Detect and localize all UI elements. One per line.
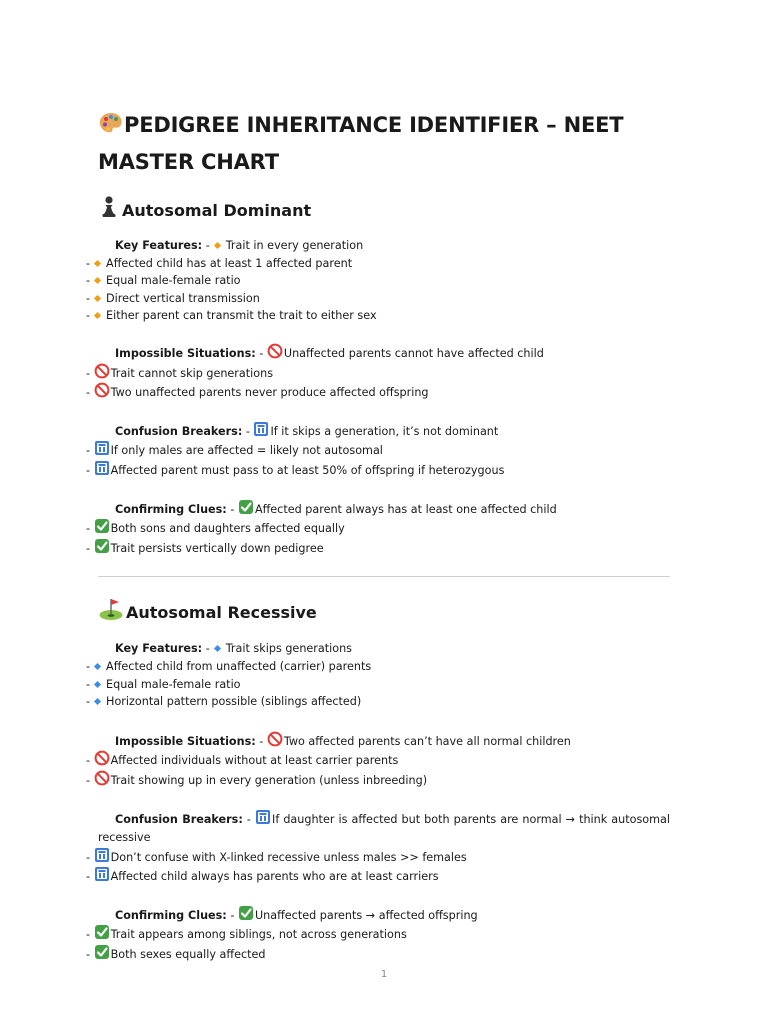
- confirm-item: Affected parent always has at least one affected child: [254, 502, 557, 516]
- diamond-icon: [94, 312, 101, 319]
- key-features-block: [86, 237, 670, 325]
- check-mark-button-icon: [94, 518, 110, 534]
- confirm-item: Trait persists vertically down pedigree: [110, 541, 324, 555]
- check-mark-button-icon: [94, 944, 110, 960]
- check-mark-button-icon: [238, 905, 254, 921]
- key-feature-item: Affected child from unaffected (carrier) parents: [106, 659, 372, 673]
- check-mark-button-icon: [94, 538, 110, 554]
- section-divider: [98, 576, 670, 577]
- page-number: 1: [380, 969, 388, 980]
- document-title: [98, 108, 670, 179]
- confirm-item: Both sons and daughters affected equally: [110, 522, 345, 536]
- confusion-row: - Don’t confuse with X-linked recessive unless males >> females: [86, 847, 670, 867]
- key-feature-item: Trait skips generations: [225, 642, 353, 656]
- confirm-block: [86, 499, 670, 558]
- impossible-row: - Trait cannot skip generations: [86, 363, 670, 383]
- diamond-icon: [94, 663, 101, 670]
- confusion-row: - Affected child always has parents who are at least carriers: [86, 866, 670, 886]
- confirm-label: Confirming Clues:: [115, 908, 227, 922]
- impossible-line: Impossible Situations: - Unaffected parents cannot have affected child: [98, 343, 670, 363]
- flag-in-hole-icon: [98, 597, 124, 628]
- document-page: [86, 108, 671, 964]
- key-feature-item: Horizontal pattern possible (siblings affected): [106, 695, 362, 709]
- diamond-icon: [214, 242, 221, 249]
- confirm-row: - Both sons and daughters affected equally: [86, 518, 670, 538]
- confirm-row: - Trait appears among siblings, not across generations: [86, 924, 670, 944]
- section-heading-autosomal-recessive: [98, 597, 670, 628]
- impossible-label: Impossible Situations:: [115, 734, 256, 748]
- prohibited-icon: [267, 343, 283, 359]
- key-feature-row: - Affected child from unaffected (carrier) parents: [86, 659, 372, 673]
- impossible-item: Trait showing up in every generation (unless inbreeding): [110, 773, 428, 787]
- confirm-item: Trait appears among siblings, not across generations: [110, 928, 407, 942]
- confirm-item: Both sexes equally affected: [110, 948, 266, 962]
- prohibited-icon: [94, 750, 110, 766]
- key-features-block: [86, 640, 670, 710]
- confusion-block: [86, 809, 671, 885]
- prohibited-icon: [267, 731, 283, 747]
- confusion-label: Confusion Breakers:: [115, 813, 243, 827]
- puzzle-box-icon: [253, 421, 269, 437]
- key-features-label: Key Features:: [115, 239, 203, 252]
- confirm-block: [86, 905, 670, 964]
- diamond-icon: [94, 277, 101, 284]
- check-mark-button-icon: [238, 499, 254, 515]
- key-feature-row: - Equal male-female ratio: [86, 274, 241, 288]
- impossible-block: [86, 731, 670, 790]
- confusion-continuation: recessive: [98, 831, 151, 845]
- key-feature-item: Either parent can transmit the trait to either sex: [106, 309, 377, 323]
- key-feature-row: - Either parent can transmit the trait to either sex: [86, 309, 377, 323]
- diamond-icon: [94, 260, 101, 267]
- key-features-label: Key Features:: [115, 642, 203, 656]
- key-feature-row: - Affected child has at least 1 affected parent: [86, 256, 353, 270]
- check-mark-button-icon: [94, 924, 110, 940]
- confirm-row: - Both sexes equally affected: [86, 944, 670, 964]
- confusion-item: Don’t confuse with X-linked recessive unless males >> females: [110, 850, 467, 864]
- key-feature-item: Affected child has at least 1 affected parent: [106, 256, 353, 270]
- impossible-label: Impossible Situations:: [115, 346, 256, 360]
- impossible-row: - Affected individuals without at least carrier parents: [86, 750, 670, 770]
- key-feature-row: - Horizontal pattern possible (siblings affected): [86, 695, 362, 709]
- diamond-icon: [94, 680, 101, 687]
- puzzle-box-icon: [94, 460, 110, 476]
- diamond-icon: [94, 698, 101, 705]
- key-features-line: Key Features: - Trait in every generation: [115, 239, 364, 252]
- key-feature-item: Trait in every generation: [225, 239, 364, 252]
- puzzle-box-icon: [94, 847, 110, 863]
- impossible-item: Trait cannot skip generations: [110, 366, 274, 380]
- confusion-item: If it skips a generation, it’s not dominant: [270, 424, 499, 438]
- impossible-item: Two affected parents can’t have all normal children: [283, 734, 571, 748]
- diamond-icon: [94, 295, 101, 302]
- section-autosomal-recessive: [86, 597, 671, 963]
- section-autosomal-dominant: [86, 195, 670, 557]
- impossible-row: - Trait showing up in every generation (unless inbreeding): [86, 770, 670, 790]
- confirm-item: Unaffected parents → affected offspring: [254, 908, 478, 922]
- confirm-label: Confirming Clues:: [115, 502, 227, 516]
- confirm-line: Confirming Clues: - Unaffected parents → affected offspring: [98, 905, 670, 925]
- key-feature-item: Equal male-female ratio: [106, 274, 241, 288]
- impossible-block: [86, 343, 670, 402]
- diamond-icon: [214, 645, 221, 652]
- impossible-row: - Two unaffected parents never produce affected offspring: [86, 382, 670, 402]
- confusion-row: - Affected parent must pass to at least 50% of offspring if heterozygous: [86, 460, 670, 480]
- section-heading-autosomal-dominant: [98, 195, 670, 226]
- prohibited-icon: [94, 382, 110, 398]
- section-heading-text: Autosomal Dominant: [122, 200, 312, 220]
- confusion-item: If daughter is affected but both parents are normal → think autosomal: [272, 813, 671, 827]
- puzzle-box-icon: [94, 440, 110, 456]
- confusion-line: Confusion Breakers: - If daughter is affected but both parents are normal → think autosomal: [98, 809, 670, 829]
- key-feature-item: Equal male-female ratio: [106, 677, 241, 691]
- confirm-row: - Trait persists vertically down pedigree: [86, 538, 670, 558]
- key-feature-item: Direct vertical transmission: [106, 291, 260, 305]
- confusion-item: Affected parent must pass to at least 50% of offspring if heterozygous: [110, 463, 505, 477]
- puzzle-box-icon: [255, 809, 271, 825]
- impossible-item: Unaffected parents cannot have affected child: [283, 346, 544, 360]
- chess-pawn-icon: [98, 195, 120, 226]
- prohibited-icon: [94, 770, 110, 786]
- key-features-line: Key Features: - Trait skips generations: [115, 642, 353, 656]
- key-feature-row: - Equal male-female ratio: [86, 677, 241, 691]
- title-line-2: MASTER CHART: [98, 150, 279, 174]
- key-feature-row: - Direct vertical transmission: [86, 291, 260, 305]
- confirm-line: Confirming Clues: - Affected parent always has at least one affected child: [98, 499, 670, 519]
- impossible-item: Affected individuals without at least carrier parents: [110, 754, 399, 768]
- confusion-item: If only males are affected = likely not autosomal: [110, 444, 383, 458]
- impossible-line: Impossible Situations: - Two affected parents can’t have all normal children: [98, 731, 670, 751]
- confusion-line: Confusion Breakers: - If it skips a generation, it’s not dominant: [98, 421, 670, 441]
- artist-palette-icon: [98, 111, 124, 145]
- confusion-item: Affected child always has parents who are at least carriers: [110, 870, 439, 884]
- impossible-item: Two unaffected parents never produce affected offspring: [110, 386, 429, 400]
- puzzle-box-icon: [94, 866, 110, 882]
- prohibited-icon: [94, 363, 110, 379]
- confusion-row: - If only males are affected = likely not autosomal: [86, 440, 670, 460]
- title-line-1: PEDIGREE INHERITANCE IDENTIFIER – NEET: [124, 113, 624, 137]
- confusion-block: [86, 421, 670, 480]
- confusion-label: Confusion Breakers:: [115, 424, 243, 438]
- section-heading-text: Autosomal Recessive: [126, 602, 317, 622]
